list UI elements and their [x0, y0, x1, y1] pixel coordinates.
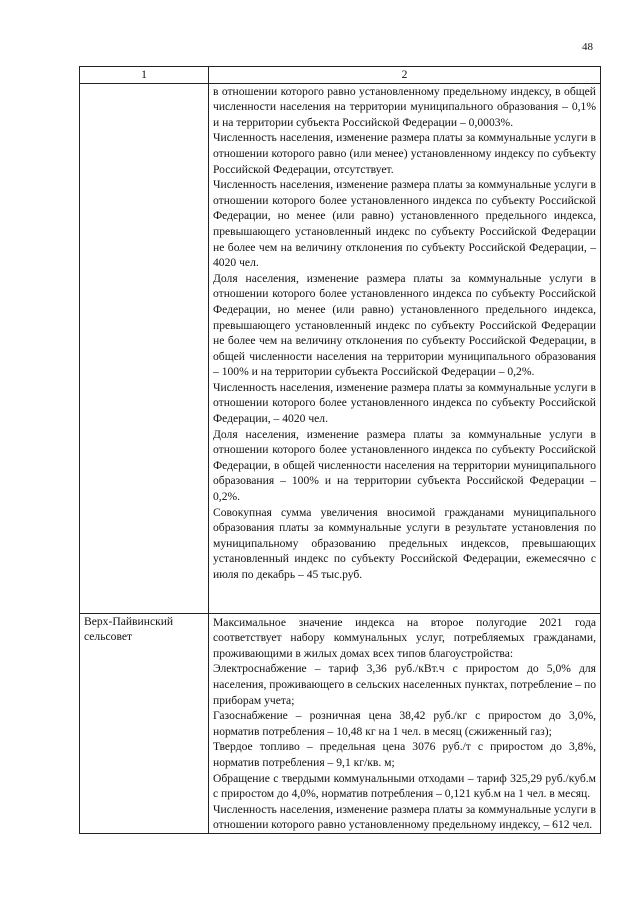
data-table — [79, 66, 601, 834]
paragraph: Совокупная сумма увеличения вносимой гражданами муниципального образования платы за коммунальные услуги в результате установления по муниципальному образованию предельных индексов, превышающих установленный индекс по субъекту Российской Федерации, ежемесячно с июля по декабрь – 45 тыс.руб. — [213, 505, 596, 581]
paragraph: Доля населения, изменение размера платы за коммунальные услуги в отношении которого более установленного индекса по субъекту Российской Федерации, но менее (или равно) установленного предельного индекса, превышающего установленный индекс по субъекту Российской Федерации не более чем на величину отклонения по субъекту Российской Федерации, в общей численности населения на территории муниципального образования – 100% и на территории субъекта Российской Федерации – 0,2%. — [213, 271, 596, 379]
region-cell: Верх-Пайвинский сельсовет — [80, 613, 209, 833]
paragraph: Твердое топливо – предельная цена 3076 руб./т с приростом до 3,8%, норматив потребления – 9,1 кг/кв. м; — [213, 740, 596, 769]
description-cell — [209, 613, 601, 833]
paragraph: Обращение с твердыми коммунальными отходами – тариф 325,29 руб./куб.м с приростом до 4,0%, норматив потребления – 0,121 куб.м на 1 чел. в месяц. — [213, 771, 596, 801]
table-header-row — [80, 67, 601, 84]
paragraph: Газоснабжение – розничная цена 38,42 руб./кг с приростом до 3,0%, норматив потребления – 10,48 кг на 1 чел. в месяц (сжиженный газ); — [213, 709, 596, 738]
paragraph: Численность населения, изменение размера платы за коммунальные услуги в отношении которого более установленного индекса по субъекту Российской Федерации, – 4020 чел. — [213, 380, 596, 426]
paragraph: Численность населения, изменение размера платы за коммунальные услуги в отношении которого более установленного индекса по субъекту Российской Федерации, но менее (или равно) установленного предельного индекса, превышающего установленный индекс по субъекту Российской Федерации не более чем на величину отклонения по субъекту Российской Федерации, – 4020 чел. — [213, 178, 596, 270]
paragraph: Численность населения, изменение размера платы за коммунальные услуги в отношении которого равно установленному предельному индексу, – 612 чел. — [213, 802, 596, 832]
paragraph: Доля населения, изменение размера платы за коммунальные услуги в отношении которого более установленного индекса по субъекту Российской Федерации, в общей численности населения на территории муниципального образования – 100% и на территории субъекта Российской Федерации – 0,2%. — [213, 427, 596, 504]
description-cell — [209, 83, 601, 613]
column-header-2: 2 — [209, 67, 601, 84]
paragraph: Максимальное значение индекса на второе полугодие 2021 года соответствует набору коммунальных услуг, потребляемых гражданами, проживающими в жилых домах всех типов благоустройства: — [213, 615, 596, 660]
page-number: 48 — [582, 41, 593, 53]
paragraph: в отношении которого равно установленному предельному индексу, в общей численности населения на территории муниципального образования – 0,1% и на территории субъекта Российской Федерации – 0,0003%. — [213, 84, 596, 129]
paragraph: Электроснабжение – тариф 3,36 руб./кВт.ч с приростом до 5,0% для населения, проживающего в сельских населенных пунктах, потребление – по приборам учета; — [213, 662, 596, 707]
table-row — [80, 613, 601, 833]
column-header-1: 1 — [80, 67, 209, 84]
region-cell — [80, 83, 209, 613]
paragraph: Численность населения, изменение размера платы за коммунальные услуги в отношении которого равно (или менее) установленному индексу по субъекту Российской Федерации, отсутствует. — [213, 131, 596, 176]
table-row — [80, 83, 601, 613]
